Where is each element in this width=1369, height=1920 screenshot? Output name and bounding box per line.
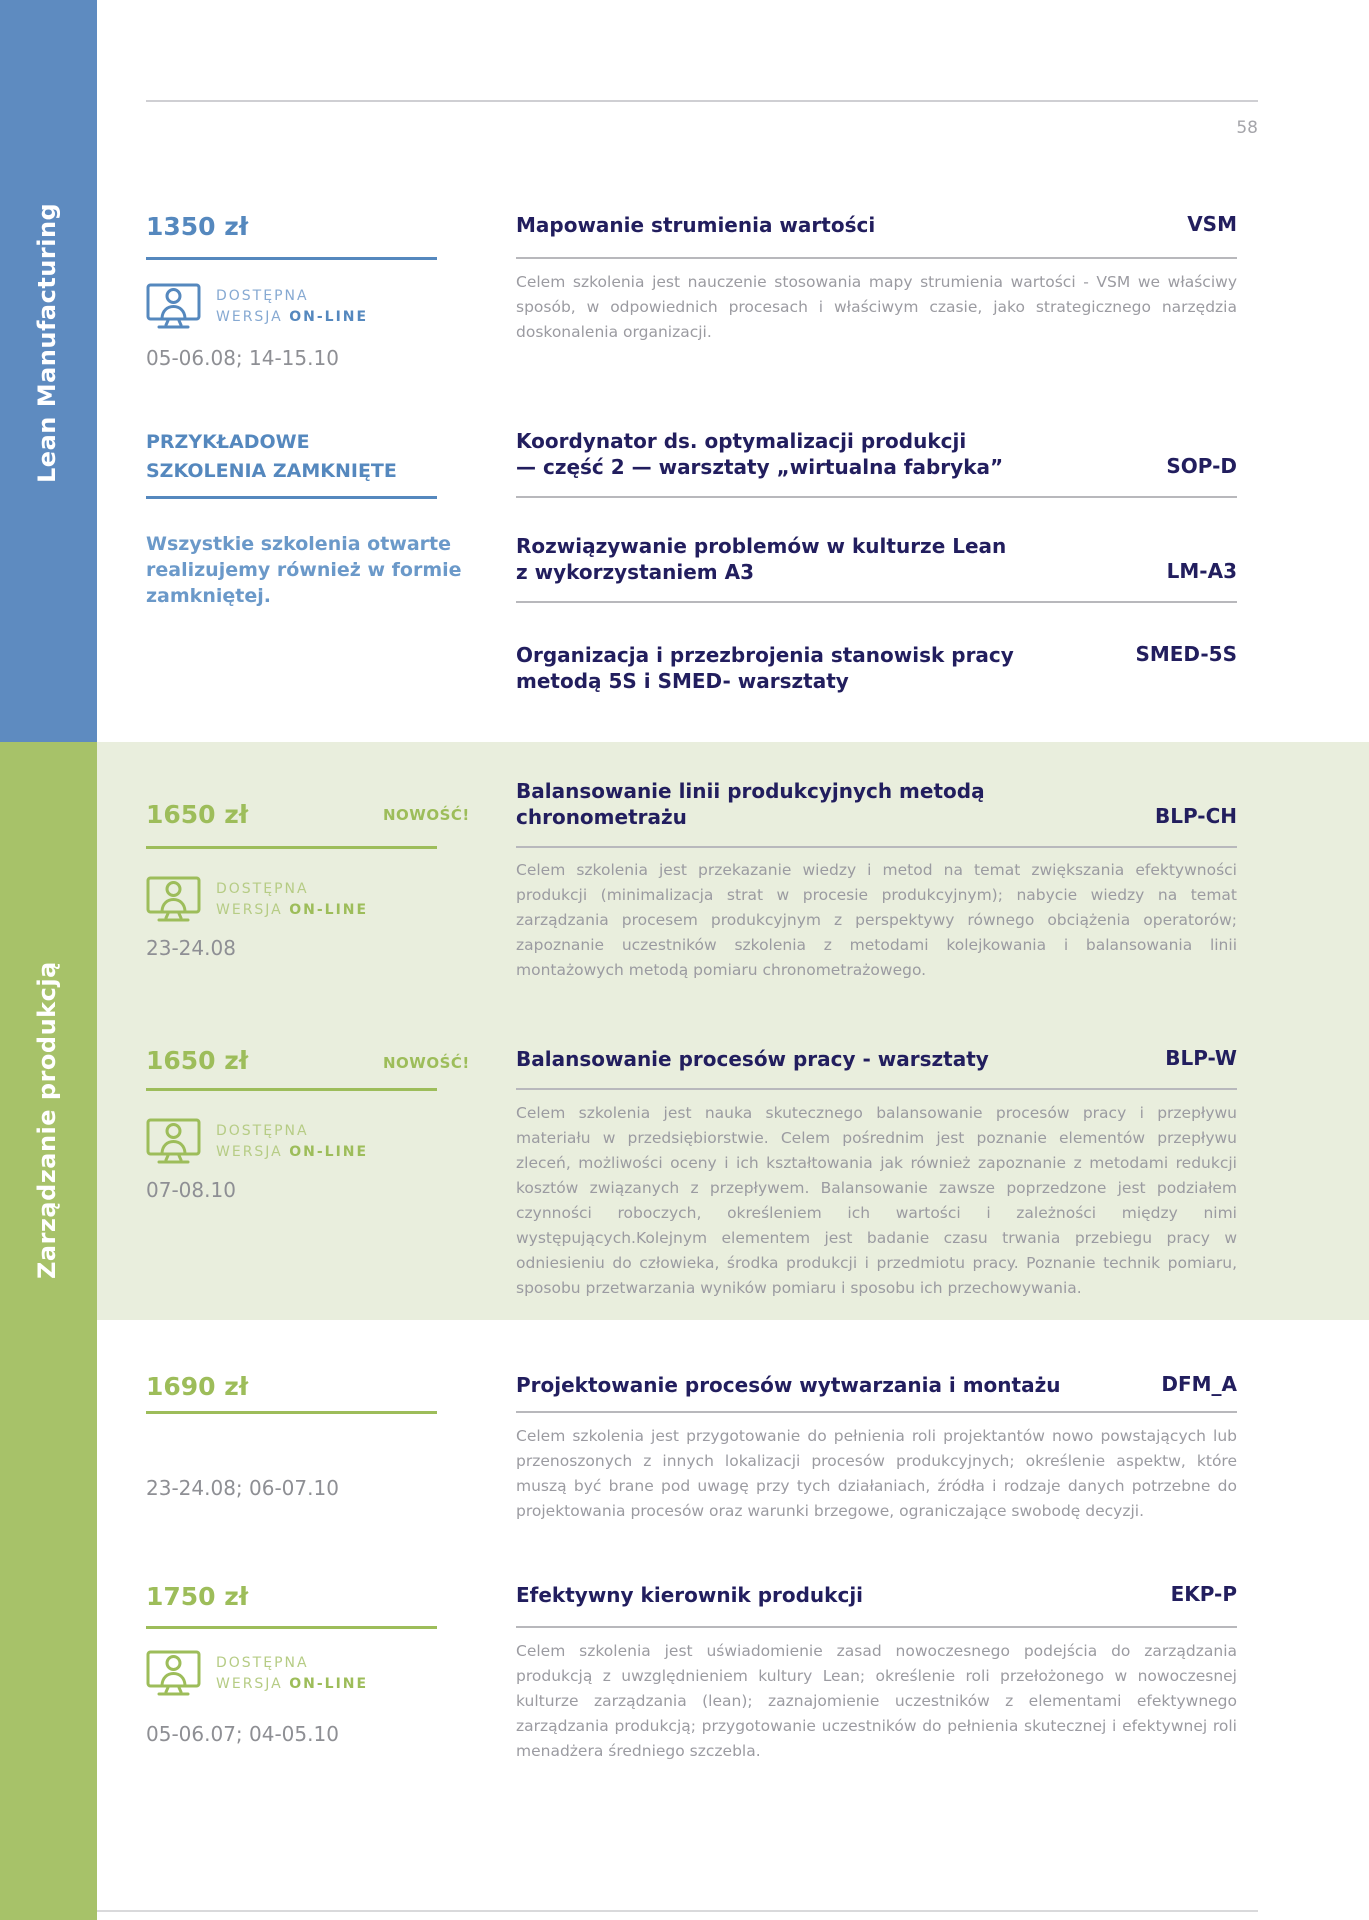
price-underline xyxy=(146,1088,437,1091)
title-underline xyxy=(516,257,1237,259)
online-label-line2: WERSJA xyxy=(216,1676,283,1692)
course-dfma-description: Celem szkolenia jest przygotowanie do pełnienia roli projektantów nowo powstających lub przenoszonych z innych lokalizacji procesów produkcyjnych; określenie aspektw, które muszą być brane pod uwagę przy tych działaniach, źródła i rodzaje danych potrzebne do projektowania procesów oraz warunki brzegowe, ograniczające swobodę decyzji. xyxy=(516,1427,1237,1520)
course-blpch-dates: 23-24.08 xyxy=(146,936,236,960)
course-blpw-title: Balansowanie procesów pracy - warsztaty xyxy=(516,1047,989,1071)
course-ekpp-description: Celem szkolenia jest uświadomienie zasad nowoczesnego podejścia do zarządzania produkcją z uwzględnieniem kultury Lean; określenie roli przełożonego w nowoczesnej kulturze zarządzania (lean); zaznajomienie uczestników z elementami efektywnego zarządzania produkcją; przygotowanie uczestników do pełnienia skutecznej i efektywnej roli menadżera średniego szczebla. xyxy=(516,1642,1237,1760)
online-label xyxy=(216,1650,368,1695)
title-underline xyxy=(516,846,1237,848)
monitor-person-icon xyxy=(146,283,201,333)
course-vsm-dates: 05-06.08; 14-15.10 xyxy=(146,346,339,370)
course-sopd-title xyxy=(516,428,1003,480)
online-label-bold: ON-LINE xyxy=(289,309,369,325)
online-availability xyxy=(146,1650,368,1700)
online-label-bold: ON-LINE xyxy=(289,1144,369,1160)
course-smed-title xyxy=(516,642,1014,694)
course-ekpp-title: Efektywny kierownik produkcji xyxy=(516,1583,864,1607)
page-number: 58 xyxy=(1236,118,1258,138)
course-ekpp-dates: 05-06.07; 04-05.10 xyxy=(146,1722,339,1746)
sidebar-lean-label: Lean Manufacturing xyxy=(33,202,61,483)
title-underline xyxy=(516,1088,1237,1090)
new-badge: NOWOŚĆ! xyxy=(383,1054,470,1072)
new-badge: NOWOŚĆ! xyxy=(383,806,470,824)
course-lma3-title-line2: z wykorzystaniem A3 xyxy=(516,560,754,584)
online-label-line1: DOSTĘPNA xyxy=(216,1655,309,1671)
course-ekpp-price: 1750 zł xyxy=(146,1582,249,1611)
online-availability xyxy=(146,1118,368,1168)
course-dfma-code: DFM_A xyxy=(1161,1372,1237,1396)
course-blpch-description: Celem szkolenia jest przekazanie wiedzy i metod na temat zwiększania efektywności produkcji (minimalizacja strat w procesie produkcyjnym); nabycie wiedzy na temat zarządzania procesem produkcyjnym z perspektywy równego obciążenia operatorów; zapoznanie uczestników szkolenia z metodami kolejkowania i balansowania linii montażowych metodą pomiaru chronometrażowego. xyxy=(516,861,1237,979)
closed-trainings-note-line3: zamkniętej. xyxy=(146,585,271,607)
online-label-line2: WERSJA xyxy=(216,1144,283,1160)
online-label-bold: ON-LINE xyxy=(289,902,369,918)
online-label-bold: ON-LINE xyxy=(289,1676,369,1692)
closed-trainings-note-line2: realizujemy również w formie xyxy=(146,559,462,581)
online-availability xyxy=(146,876,368,926)
course-blpch-code: BLP-CH xyxy=(1154,804,1237,828)
heading-underline xyxy=(146,496,437,499)
course-smed-code: SMED-5S xyxy=(1135,642,1237,666)
course-blpch-title xyxy=(516,778,985,830)
course-blpw-dates: 07-08.10 xyxy=(146,1178,236,1202)
top-rule xyxy=(146,100,1258,102)
course-ekpp-code: EKP-P xyxy=(1170,1582,1237,1606)
course-dfma-price: 1690 zł xyxy=(146,1372,249,1401)
course-sopd-title-line1: Koordynator ds. optymalizacji produkcji xyxy=(516,429,967,453)
price-underline xyxy=(146,257,437,260)
course-smed-title-line1: Organizacja i przezbrojenia stanowisk pracy xyxy=(516,643,1014,667)
bottom-rule xyxy=(97,1910,1258,1912)
course-vsm-title: Mapowanie strumienia wartości xyxy=(516,213,876,237)
monitor-person-icon xyxy=(146,1650,201,1700)
price-underline xyxy=(146,1411,437,1414)
title-underline xyxy=(516,1626,1237,1628)
course-vsm-price: 1350 zł xyxy=(146,212,249,241)
title-underline xyxy=(516,1411,1237,1413)
closed-trainings-note xyxy=(146,531,462,609)
closed-trainings-heading-line1: PRZYKŁADOWE xyxy=(146,431,310,453)
course-lma3-title-line1: Rozwiązywanie problemów w kulturze Lean xyxy=(516,534,1007,558)
course-vsm-code: VSM xyxy=(1187,212,1237,236)
online-label-line2: WERSJA xyxy=(216,902,283,918)
online-label xyxy=(216,283,368,328)
price-underline xyxy=(146,1626,437,1629)
course-lma3-code: LM-A3 xyxy=(1166,559,1237,583)
title-underline xyxy=(516,496,1237,498)
course-lma3-title xyxy=(516,533,1006,585)
online-label-line1: DOSTĘPNA xyxy=(216,1123,309,1139)
title-underline xyxy=(516,601,1237,603)
online-label-line1: DOSTĘPNA xyxy=(216,288,309,304)
monitor-person-icon xyxy=(146,1118,201,1168)
online-label-line1: DOSTĘPNA xyxy=(216,881,309,897)
course-sopd-code: SOP-D xyxy=(1166,454,1237,478)
course-sopd-title-line2: — część 2 — warsztaty „wirtualna fabryka” xyxy=(516,455,1004,479)
course-vsm-description: Celem szkolenia jest nauczenie stosowania mapy strumienia wartości - VSM we właściwy sposób, w odpowiednich procesach i właściwym czasie, jako strategicznego narzędzia doskonalenia organizacji. xyxy=(516,273,1237,341)
online-label xyxy=(216,876,368,921)
online-availability xyxy=(146,283,368,333)
course-blpw-price: 1650 zł xyxy=(146,1046,249,1075)
course-blpch-title-line1: Balansowanie linii produkcyjnych metodą xyxy=(516,779,985,803)
online-label-line2: WERSJA xyxy=(216,309,283,325)
course-blpw-code: BLP-W xyxy=(1165,1046,1237,1070)
course-blpw-description: Celem szkolenia jest nauka skutecznego balansowanie procesów pracy i przepływu materiału w przedsiębiorstwie. Celem pośrednim jest poznanie elementów przepływu zleceń, możliwości oceny i ich kształtowania jak również zapoznanie z metodami redukcji kosztów związanych z przepływem. Balansowanie zawsze poprzedzone jest podziałem czynności roboczych, określeniem ich wartości i zależności między nimi występujących.Kolejnym elementem jest badanie czasu trwania przebiegu pracy w odniesieniu do człowieka, środka produkcji i przedmiotu pracy. Poznanie technik pomiaru, sposobu przetwarzania wyników pomiaru i sposobu ich przechowywania. xyxy=(516,1104,1237,1297)
closed-trainings-heading xyxy=(146,428,397,486)
closed-trainings-heading-line2: SZKOLENIA ZAMKNIĘTE xyxy=(146,460,397,482)
price-underline xyxy=(146,846,437,849)
sidebar-production-label: Zarządzanie produkcją xyxy=(33,961,61,1279)
closed-trainings-note-line1: Wszystkie szkolenia otwarte xyxy=(146,533,452,555)
course-dfma-title: Projektowanie procesów wytwarzania i montażu xyxy=(516,1373,1061,1397)
monitor-person-icon xyxy=(146,876,201,926)
course-smed-title-line2: metodą 5S i SMED- warsztaty xyxy=(516,669,849,693)
course-blpch-title-line2: chronometrażu xyxy=(516,805,687,829)
course-blpch-price: 1650 zł xyxy=(146,800,249,829)
online-label xyxy=(216,1118,368,1163)
course-dfma-dates: 23-24.08; 06-07.10 xyxy=(146,1476,339,1500)
sidebar-production-management xyxy=(0,742,97,1920)
